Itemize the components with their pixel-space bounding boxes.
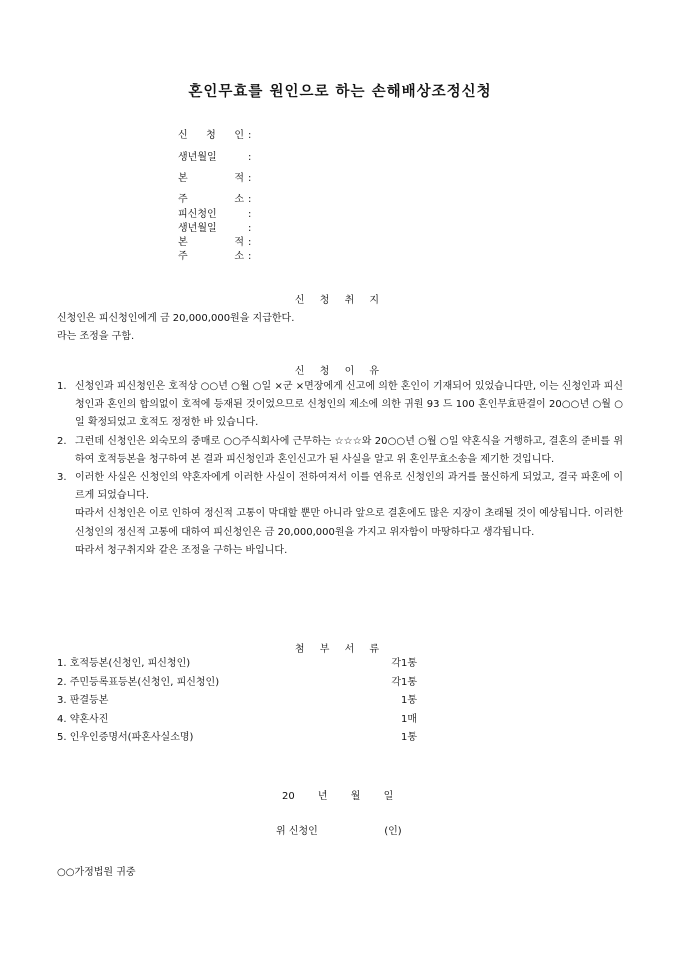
applicant-birthdate-row [178, 151, 251, 165]
respondent-label: 피신청인 [178, 209, 217, 220]
seal-mark: (인) [384, 826, 402, 837]
applicant-address-label: 주 소 [178, 194, 244, 205]
respondent-address-label: 주 소 [178, 251, 244, 262]
reason-number: 2. [57, 435, 67, 447]
colon: : [248, 209, 252, 220]
attachments-heading: 첨 부 서 류 [294, 644, 386, 655]
respondent-row [178, 208, 251, 222]
applicant-domicile-row [178, 172, 251, 186]
court-addressee: ○○가정법원 귀중 [57, 867, 136, 878]
respondent-address-row [178, 250, 251, 264]
attachment-qty: 1통 [400, 732, 417, 743]
attachment-qty: 각1통 [391, 677, 417, 688]
attachment-qty: 각1통 [391, 658, 417, 669]
applicant-birthdate-label: 생년월일 [178, 152, 217, 163]
attachment-qty: 1매 [400, 714, 417, 725]
applicant-label: 신 청 인 [178, 130, 244, 141]
respondent-birthdate-label: 생년월일 [178, 223, 217, 234]
attachment-row [57, 711, 417, 729]
attachment-qty: 1통 [400, 695, 417, 706]
reason-item [57, 433, 623, 469]
attachment-label: 1. 호적등본(신청인, 피신청인) [57, 658, 191, 669]
reason-number: 3. [57, 472, 67, 484]
attachment-row [57, 729, 417, 747]
claim-line: 라는 조정을 구함. [57, 331, 135, 342]
reason-number: 1. [57, 381, 67, 392]
reason-item [57, 378, 623, 433]
attachment-label: 5. 인우인증명서(파혼사실소명) [57, 732, 194, 743]
signature-label: 위 신청인 [276, 826, 318, 837]
applicant-domicile-label: 본 적 [178, 173, 244, 184]
attachment-row [57, 674, 417, 692]
reason-text: 신청인과 피신청인은 호적상 ○○년 ○월 ○일 ×군 ×면장에게 신고에 의한 혼인이 기재되어 있었습니다만, 이는 신청인과 피신청인과 혼인의 합의없이 호적에 등재된 것이었으므로 신청인의 제소에 의한 귀원 93 드 100 혼인무효판결이 20○○년 ○월 ○일 확정되었고 호적도 정정한 바 있습니다. [75, 381, 623, 429]
attachment-row [57, 655, 417, 673]
reason-paragraph: 따라서 청구취지와 같은 조정을 구하는 바입니다. [75, 544, 288, 556]
colon: : [248, 152, 252, 163]
respondent-domicile-row [178, 236, 251, 250]
reasons-body [57, 378, 623, 560]
colon: : [248, 237, 252, 248]
applicant-address-row [178, 193, 251, 207]
colon: : [248, 173, 252, 184]
attachment-label: 4. 약혼사진 [57, 714, 109, 725]
reason-text: 이러한 사실은 신청인의 약혼자에게 이러한 사실이 전하여져서 이를 연유로 신청인의 과거를 물신하게 되었고, 결국 파혼에 이르게 되었습니다. [75, 472, 623, 502]
claim-line: 신청인은 피신청인에게 금 20,000,000원을 지급한다. [57, 313, 295, 324]
document-title: 혼인무효를 원인으로 하는 손해배상조정신청 [188, 84, 492, 100]
attachment-label: 2. 주민등록표등본(신청인, 피신청인) [57, 677, 220, 688]
applicant-row [178, 129, 251, 143]
respondent-domicile-label: 본 적 [178, 237, 244, 248]
attachment-row [57, 692, 417, 710]
colon: : [248, 130, 252, 141]
reason-paragraph: 따라서 신청인은 이로 인하여 정신적 고통이 막대할 뿐만 아니라 앞으로 결혼에도 많은 지장이 초래될 것이 예상됩니다. 이러한 신청인의 정신적 고통에 대하여 피신청인은 금 20,000,000원을 가지고 위자함이 마땅하다고 생각됩니다. [75, 508, 623, 538]
colon: : [248, 223, 252, 234]
colon: : [248, 194, 252, 205]
reason-item [57, 469, 623, 505]
colon: : [248, 251, 252, 262]
reasons-heading: 신 청 이 유 [294, 366, 386, 377]
signature-line [276, 822, 402, 837]
attachment-label: 3. 판결등본 [57, 695, 109, 706]
reason-text: 그런데 신청인은 외숙모의 중매로 ○○주식회사에 근무하는 ☆☆☆와 20○○년 ○월 ○일 약혼식을 거행하고, 결혼의 준비를 위하여 호적등본을 청구하여 본 결과 피신청인과 혼인신고가 된 사실을 알고 위 혼인무효소송을 제기한 것입니다. [75, 435, 623, 465]
filing-date: 20 년 월 일 [282, 791, 394, 802]
respondent-birthdate-row [178, 222, 251, 236]
claim-heading: 신 청 취 지 [294, 295, 386, 306]
